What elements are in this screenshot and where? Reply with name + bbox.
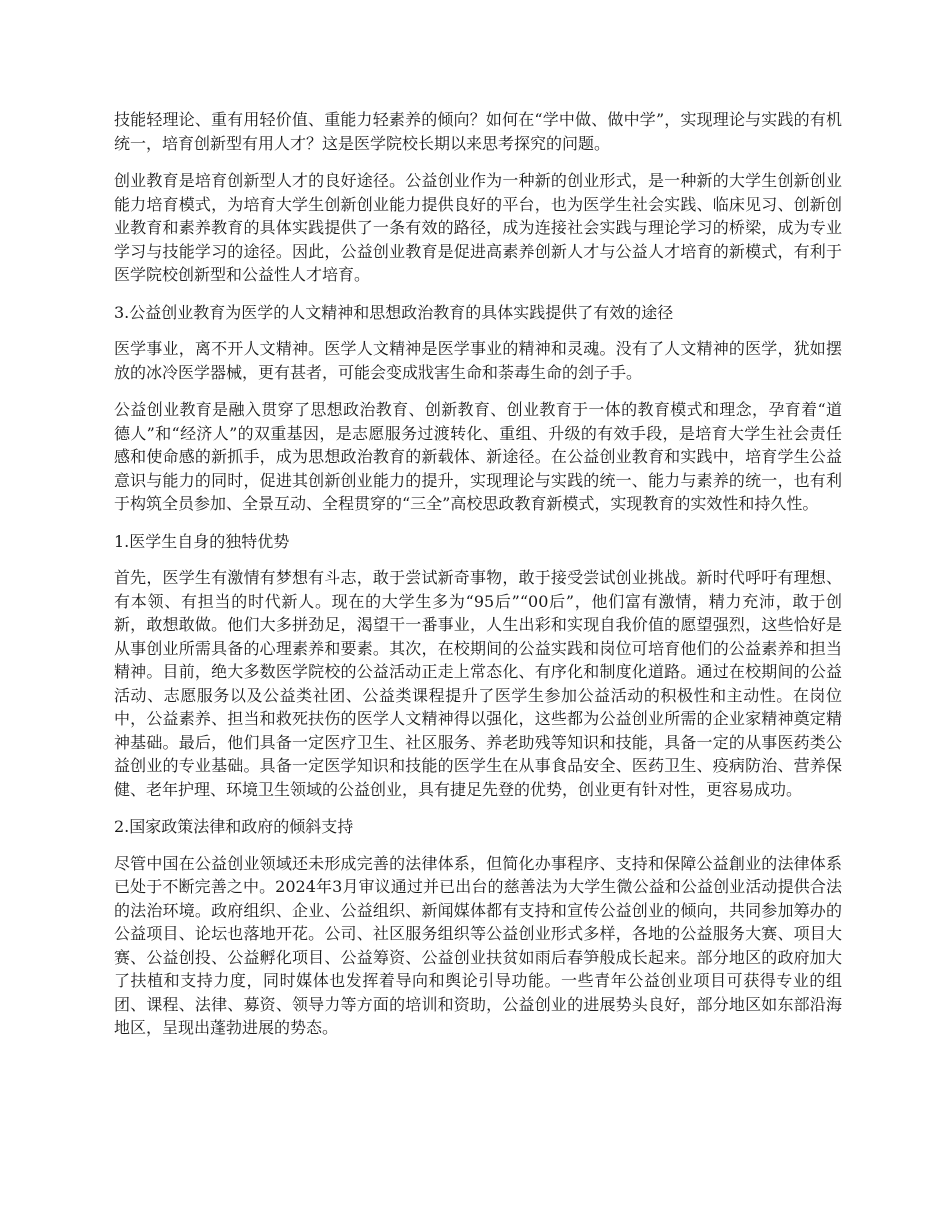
paragraph-medical-humanism: 医学事业，离不开人文精神。医学人文精神是医学事业的精神和灵魂。没有了人文精神的医学，犹如摆放的冰冷医学器械，更有甚者，可能会变成戕害生命和荼毒生命的刽子手。 xyxy=(114,339,842,382)
section-heading-3: 3.公益创业教育为医学的人文精神和思想政治教育的具体实践提供了有效的途径 xyxy=(114,302,674,322)
paragraph-policy-support: 尽管中国在公益创业领域还未形成完善的法律体系，但简化办事程序、支持和保障公益創业的法律体系已处于不断完善之中。2024年3月审议通过并已出台的慈善法为大学生微公益和公益创业活动提供合法的法治环境。政府组织、企业、公益组织、新闻媒体都有支持和宣传公益创业的倾向，共同参加筹办的公益项目、论坛也落地开花。公司、社区服务组织等公益创业形式多样，各地的公益服务大赛、项目大赛、公益创投、公益孵化项目、公益筹资、公益创业扶贫如雨后春笋般成长起来。部分地区的政府加大了扶植和支持力度，同时媒体也发挥着导向和舆论引导功能。一些青年公益创业项目可获得专业的组团、课程、法律、募资、领导力等方面的培训和资助，公益创业的进展势头良好，部分地区如东部沿海地区，呈现出蓬勃进展的势态。 xyxy=(114,853,842,1037)
paragraph-intro-question: 技能轻理论、重有用轻价值、重能力轻素养的倾向？如何在“学中做、做中学”，实现理论与实践的有机统一，培育创新型有用人才？这是医学院校长期以来思考探究的问题。 xyxy=(114,110,842,153)
section-heading-2: 2.国家政策法律和政府的倾斜支持 xyxy=(114,817,354,836)
document-page xyxy=(114,108,842,1054)
section-heading-1: 1.医学生自身的独特优势 xyxy=(114,531,290,551)
paragraph-student-advantages: 首先，医学生有激情有梦想有斗志，敢于尝试新奇事物，敢于接受尝试创业挑战。新时代呼吁有理想、有本领、有担当的时代新人。现在的大学生多为“95后”“00后”，他们富有激情，精力充沛，敢于创新，敢想敢做。他们大多拼劲足，渴望干一番事业，人生出彩和实现自我价值的愿望强烈，这些恰好是从事创业所需具备的心理素养和要素。其次，在校期间的公益实践和岗位可培育他们的公益素养和担当精神。目前，绝大多数医学院校的公益活动正走上常态化、有序化和制度化道路。通过在校期间的公益活动、志愿服务以及公益类社团、公益类课程提升了医学生参加公益活动的积极性和主动性。在岗位中，公益素养、担当和救死扶伤的医学人文精神得以强化，这些都为公益创业所需的企业家精神奠定精神基础。最后，他们具备一定医疗卫生、社区服务、养老助残等知识和技能，具备一定的从事医药类公益创业的专业基础。具备一定医学知识和技能的医学生在从事食品安全、医药卫生、疫病防治、营养保健、老年护理、环境卫生领域的公益创业，具有捷足先登的优势，创业更有针对性，更容易成功。 xyxy=(114,568,842,799)
paragraph-public-welfare-education-model: 公益创业教育是融入贯穿了思想政治教育、创新教育、创业教育于一体的教育模式和理念，孕育着“道德人”和“经济人”的双重基因，是志愿服务过渡转化、重组、升级的有效手段，是培育大学生社会责任感和使命感的新抓手，成为思想政治教育的新载体、新途径。在公益创业教育和实践中，培育学生公益意识与能力的同时，促进其创新创业能力的提升，实现理论与实践的统一、能力与素养的统一，也有利于构筑全员参加、全景互动、全程贯穿的“三全”高校思政教育新模式，实现教育的实效性和持久性。 xyxy=(114,400,842,513)
paragraph-entrepreneurship-education: 创业教育是培育创新型人才的良好途径。公益创业作为一种新的创业形式，是一种新的大学生创新创业能力培育模式，为培育大学生创新创业能力提供良好的平台，也为医学生社会实践、临床见习、创新创业教育和素养教育的具体实践提供了一条有效的路径，成为连接社会实践与理论学习的桥梁，成为专业学习与技能学习的途径。因此，公益创业教育是促进高素养创新人才与公益人才培育的新模式，有利于医学院校创新型和公益性人才培育。 xyxy=(114,171,842,284)
